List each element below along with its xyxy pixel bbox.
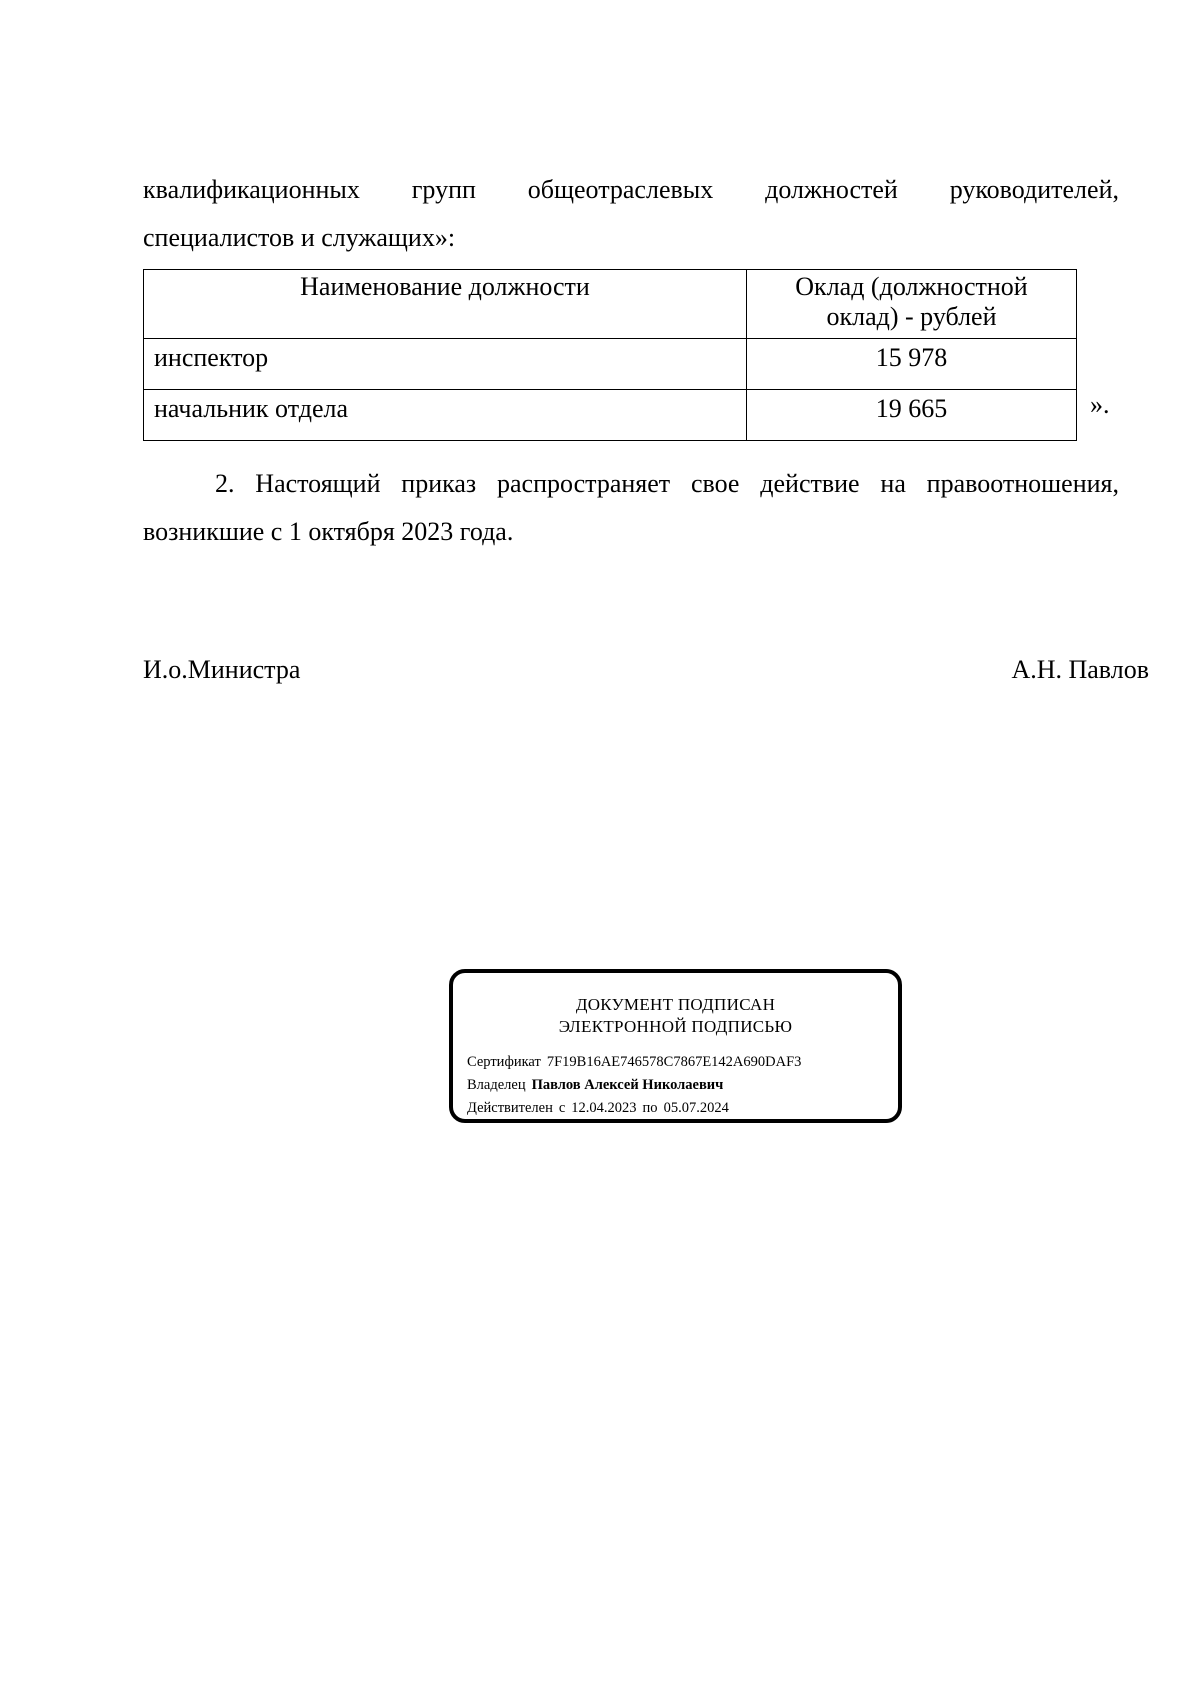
header-position: Наименование должности [144, 270, 747, 339]
salary-cell: 15 978 [747, 339, 1077, 390]
valid-label: Действителен [467, 1100, 553, 1116]
salary-cell: 19 665 [747, 390, 1077, 441]
item-2-paragraph [143, 460, 1119, 556]
intro-line-2: специалистов и служащих»: [143, 223, 456, 252]
header-salary-line-2: оклад) - рублей [826, 302, 997, 331]
owner-label: Владелец [467, 1077, 526, 1093]
stamp-owner-line [467, 1074, 801, 1097]
stamp-title-line-1: ДОКУМЕНТ ПОДПИСАН [575, 995, 776, 1014]
stamp-title-line-2: ЭЛЕКТРОННОЙ ПОДПИСЬЮ [558, 1017, 793, 1036]
signatory-name: А.Н. Павлов [1011, 655, 1149, 684]
owner-value: Павлов Алексей Николаевич [531, 1077, 724, 1093]
stamp-certificate-line [467, 1051, 801, 1074]
table-row [144, 339, 1077, 390]
signatory-role: И.о.Министра [143, 655, 301, 684]
header-salary [747, 270, 1077, 339]
valid-from-label: с [558, 1100, 566, 1116]
certificate-value: 7F19B16AE746578C7867E142A690DAF3 [546, 1054, 802, 1070]
position-cell: инспектор [144, 339, 747, 390]
item-2-line-1: 2. Настоящий приказ распространяет свое действие на правоотношения, [215, 469, 1119, 498]
valid-from: 12.04.2023 [571, 1100, 637, 1116]
table-row [144, 390, 1077, 441]
stamp-validity-line [467, 1097, 801, 1120]
certificate-label: Сертификат [467, 1054, 541, 1070]
closing-quote: ». [1090, 390, 1110, 419]
salary-table [143, 269, 1077, 441]
stamp-title [453, 994, 898, 1038]
valid-to: 05.07.2024 [663, 1100, 729, 1116]
electronic-signature-stamp [449, 969, 902, 1123]
valid-to-label: по [642, 1100, 658, 1116]
intro-line-1: квалификационных групп общеотраслевых должностей руководителей, [143, 175, 1119, 204]
table-header-row [144, 270, 1077, 339]
position-cell: начальник отдела [144, 390, 747, 441]
item-2-line-2: возникшие с 1 октября 2023 года. [143, 517, 514, 546]
header-salary-line-1: Оклад (должностной [795, 272, 1028, 301]
intro-paragraph [143, 166, 1119, 262]
stamp-details [467, 1051, 801, 1120]
